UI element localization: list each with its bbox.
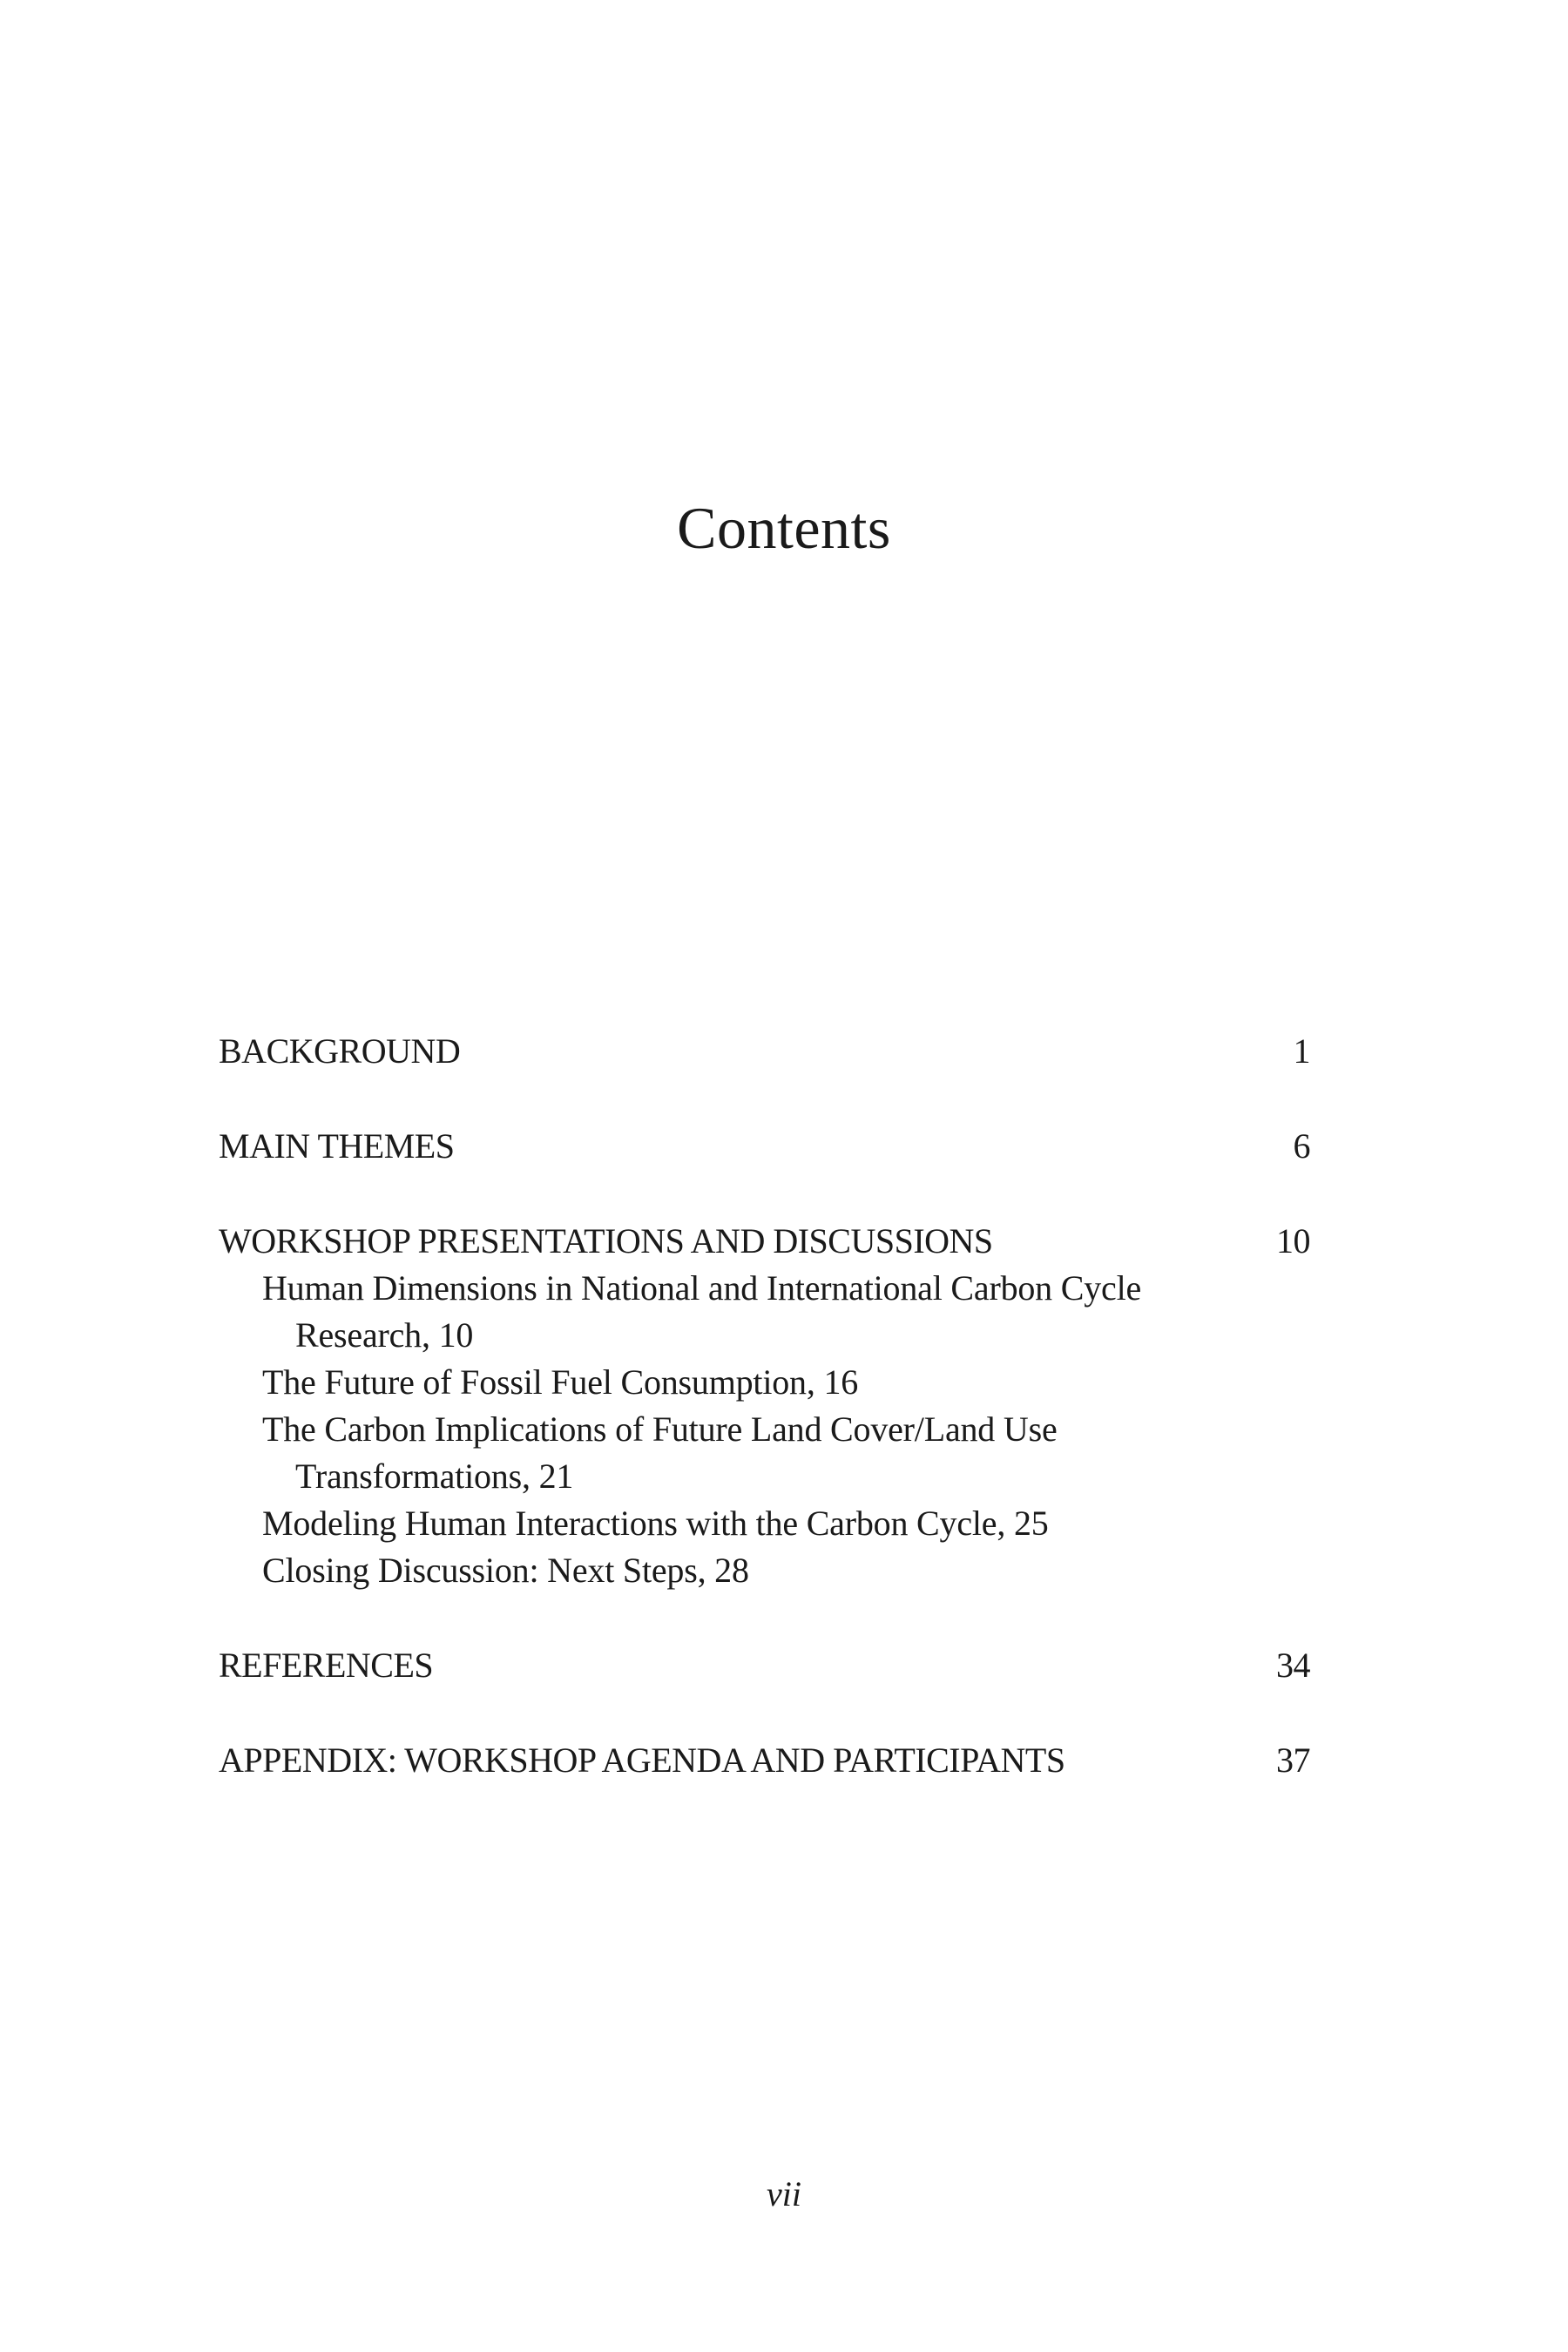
page-title: Contents (677, 495, 891, 561)
toc-entry-workshop[interactable] (219, 1218, 1310, 1265)
toc-subentry-text: The Carbon Implications of Future Land Cover/Land Use (262, 1409, 1058, 1449)
toc-subentry-fossil-fuel[interactable] (219, 1359, 1310, 1406)
toc-entry-appendix[interactable] (219, 1737, 1310, 1784)
toc-entry-label: BACKGROUND (219, 1031, 461, 1071)
toc-entry-main-themes[interactable] (219, 1123, 1310, 1170)
toc-subentry-modeling[interactable] (219, 1500, 1310, 1547)
toc-entry-page: 10 (1276, 1221, 1310, 1260)
table-of-contents (219, 1028, 1310, 1784)
toc-subentry-text: Human Dimensions in National and International Carbon Cycle (262, 1268, 1142, 1308)
toc-entry-page: 37 (1276, 1740, 1310, 1780)
toc-entry-background[interactable] (219, 1028, 1310, 1075)
toc-entry-page: 6 (1293, 1126, 1310, 1166)
toc-subentry-human-dimensions[interactable] (219, 1265, 1310, 1359)
toc-entry-label: WORKSHOP PRESENTATIONS AND DISCUSSIONS (219, 1221, 993, 1260)
toc-subentry-continuation: Transformations, 21 (295, 1456, 574, 1496)
toc-entry-page: 34 (1276, 1646, 1310, 1685)
toc-entry-label: MAIN THEMES (219, 1126, 455, 1166)
toc-subentry-text: Modeling Human Interactions with the Carbon Cycle, 25 (262, 1504, 1049, 1543)
toc-subentry-continuation: Research, 10 (295, 1315, 474, 1355)
toc-entry-label: REFERENCES (219, 1646, 434, 1685)
toc-subentry-land-cover[interactable] (219, 1406, 1310, 1500)
toc-subentry-text: The Future of Fossil Fuel Consumption, 16 (262, 1362, 859, 1402)
toc-entry-label: APPENDIX: WORKSHOP AGENDA AND PARTICIPANTS (219, 1740, 1065, 1780)
toc-entry-references[interactable] (219, 1642, 1310, 1689)
toc-subentry-text: Closing Discussion: Next Steps, 28 (262, 1551, 749, 1590)
toc-subentry-closing-discussion[interactable] (219, 1547, 1310, 1594)
page-number: vii (767, 2174, 801, 2213)
toc-entry-page: 1 (1293, 1031, 1310, 1071)
